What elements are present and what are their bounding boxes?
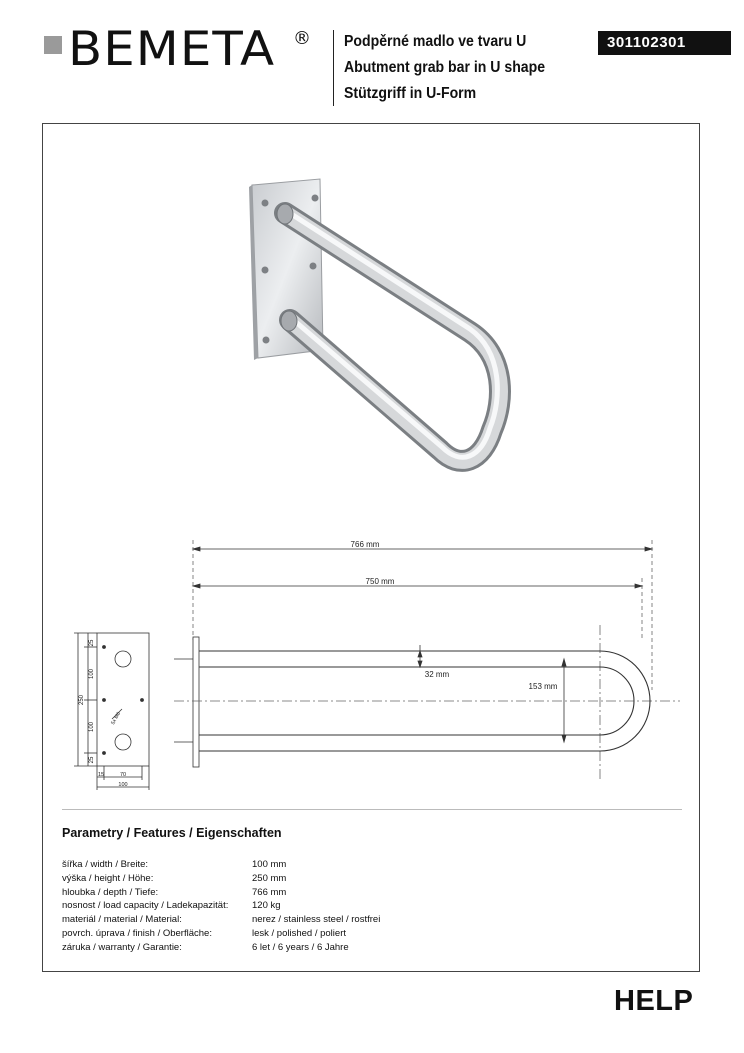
spec-row-width — [62, 858, 380, 872]
plate-dim-w-total: 100 — [118, 782, 128, 788]
plate-dim-mid2: 100 — [89, 721, 95, 733]
dim-bar-label: 750 mm — [365, 577, 395, 586]
plate-screw-note: 5x M6 — [110, 711, 123, 726]
section-divider — [62, 809, 682, 810]
spec-label: hloubka / depth / Tiefe: — [62, 886, 159, 898]
spec-row-material — [62, 913, 380, 927]
spec-value: 766 mm — [252, 886, 287, 898]
plate-dim-mid1: 100 — [89, 668, 95, 680]
spec-value: 6 let / 6 years / 6 Jahre — [252, 941, 349, 953]
spec-label: záruka / warranty / Garantie: — [62, 941, 182, 953]
dim-total-label: 766 mm — [350, 540, 380, 549]
plate-dim-total: 250 — [79, 694, 85, 706]
spec-label: výška / height / Höhe: — [62, 872, 154, 884]
title-english: Abutment grab bar in U shape — [344, 59, 546, 76]
spec-value: 250 mm — [252, 872, 287, 884]
spec-row-height — [62, 872, 380, 886]
spec-value: 120 kg — [252, 900, 281, 912]
plate-dim-bottom: 25 — [89, 756, 95, 764]
features-title: Parametry / Features / Eigenschaften — [62, 826, 282, 840]
spec-label: materiál / material / Material: — [62, 914, 182, 926]
registered-mark: ® — [293, 28, 311, 49]
spec-label: nosnost / load capacity / Ladekapazität: — [62, 900, 229, 912]
spec-row-warranty — [62, 941, 380, 955]
brand-logo: BEMETA — [68, 22, 276, 77]
spec-label: povrch. úprava / finish / Oberfläche: — [62, 927, 212, 939]
spec-row-load-capacity — [62, 899, 380, 913]
title-czech: Podpěrné madlo ve tvaru U — [344, 33, 527, 50]
plate-dim-w-mid: 70 — [119, 772, 127, 778]
product-code: 301102301 — [598, 31, 731, 55]
plate-dim-w-left: 15 — [97, 772, 105, 778]
product-photo — [249, 179, 500, 461]
spec-row-finish — [62, 927, 380, 941]
features-table — [62, 858, 380, 955]
spec-label: šířka / width / Breite: — [62, 859, 149, 870]
dim-tube-label: 32 mm — [424, 670, 450, 679]
dim-height-label: 153 mm — [528, 682, 558, 691]
front-view-drawing — [174, 540, 680, 780]
spec-value: lesk / polished / poliert — [252, 927, 346, 939]
title-german: Stützgriff in U-Form — [344, 85, 477, 102]
series-name: HELP — [614, 985, 694, 1017]
spec-value: 100 mm — [252, 859, 287, 870]
spec-row-depth — [62, 886, 380, 900]
spec-value: nerez / stainless steel / rostfrei — [252, 914, 381, 926]
plate-dim-top: 25 — [89, 639, 95, 647]
plate-view-drawing — [74, 633, 149, 790]
